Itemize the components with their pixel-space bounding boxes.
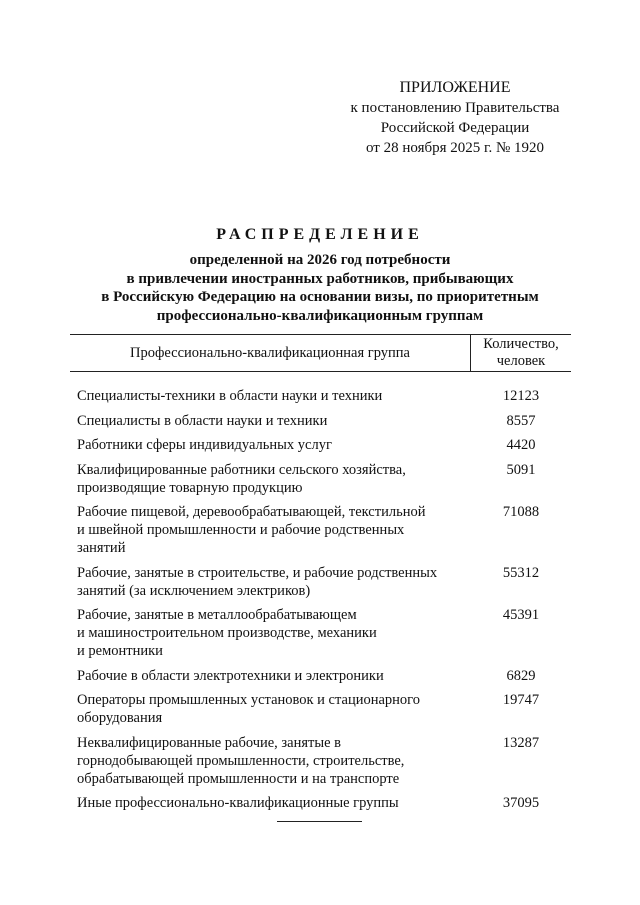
row-count: 13287 bbox=[502, 734, 540, 751]
row-group-name: Рабочие, занятые в металлообрабатывающем и машиностроительном производстве, механики и ремонтники bbox=[77, 607, 377, 659]
row-count: 45391 bbox=[502, 607, 540, 623]
row-count: 5091 bbox=[506, 461, 536, 478]
subtitle-line: в Российскую Федерацию на основании визы, по приоритетным bbox=[101, 289, 539, 305]
row-group-name: Рабочие в области электротехники и электроники bbox=[77, 667, 384, 684]
row-group-name: Рабочие пищевой, деревообрабатывающей, текстильной и швейной промышленности и рабочие родственных занятий bbox=[77, 504, 426, 556]
row-group-name: Работники сферы индивидуальных услуг bbox=[77, 437, 332, 453]
row-group-name: Рабочие, занятые в строительстве, и рабочие родственных занятий (за исключением электриков) bbox=[77, 564, 438, 599]
appendix-line: к постановлению Правительства bbox=[350, 100, 560, 116]
table-row bbox=[77, 436, 577, 454]
row-count: 6829 bbox=[506, 667, 536, 684]
table-row bbox=[77, 667, 577, 685]
header-count-line: человек bbox=[496, 353, 546, 369]
row-group-name: Квалифицированные работники сельского хозяйства, производящие товарную продукцию bbox=[77, 461, 406, 496]
header-count-line: Количество, bbox=[483, 336, 559, 352]
row-count: 8557 bbox=[506, 412, 536, 429]
subtitle-line: профессионально-квалификационным группам bbox=[156, 307, 484, 324]
row-group-name: Операторы промышленных установок и стационарного оборудования bbox=[77, 692, 421, 726]
appendix-block bbox=[330, 78, 580, 158]
row-group-name: Иные профессионально-квалификационные группы bbox=[77, 795, 399, 811]
subtitle-line: в привлечении иностранных работников, прибывающих bbox=[126, 270, 514, 287]
table-header bbox=[70, 334, 571, 372]
table-row bbox=[77, 564, 577, 600]
appendix-line: Российской Федерации bbox=[380, 120, 530, 136]
table-row bbox=[77, 387, 577, 405]
end-divider bbox=[277, 821, 362, 822]
table-body bbox=[77, 387, 577, 819]
table-row bbox=[77, 412, 577, 430]
table-row bbox=[77, 461, 577, 497]
row-count: 19747 bbox=[502, 692, 540, 708]
table-row bbox=[77, 734, 577, 788]
document-title: РАСПРЕДЕЛЕНИЕ bbox=[216, 226, 424, 243]
row-count: 37095 bbox=[502, 795, 540, 811]
header-count-column bbox=[470, 335, 571, 371]
row-group-name: Специалисты-техники в области науки и техники bbox=[77, 388, 383, 404]
row-group-name: Неквалифицированные рабочие, занятые в горнодобывающей промышленности, строительстве, обрабатывающей промышленности и на транспорте bbox=[77, 734, 405, 787]
appendix-date: от 28 ноября 2025 г. № 1920 bbox=[365, 140, 545, 156]
table-row bbox=[77, 794, 577, 812]
table-row bbox=[77, 606, 577, 660]
header-group-column: Профессионально-квалификационная группа bbox=[130, 344, 410, 361]
table-row bbox=[77, 503, 577, 557]
row-count: 55312 bbox=[502, 564, 540, 581]
document-subtitle bbox=[0, 251, 640, 325]
table-row bbox=[77, 691, 577, 727]
row-count: 12123 bbox=[502, 388, 540, 404]
appendix-heading: ПРИЛОЖЕНИЕ bbox=[399, 79, 511, 96]
subtitle-line: определенной на 2026 год потребности bbox=[189, 252, 451, 268]
row-count: 4420 bbox=[506, 437, 536, 453]
row-count: 71088 bbox=[502, 504, 540, 520]
row-group-name: Специалисты в области науки и техники bbox=[77, 412, 328, 429]
